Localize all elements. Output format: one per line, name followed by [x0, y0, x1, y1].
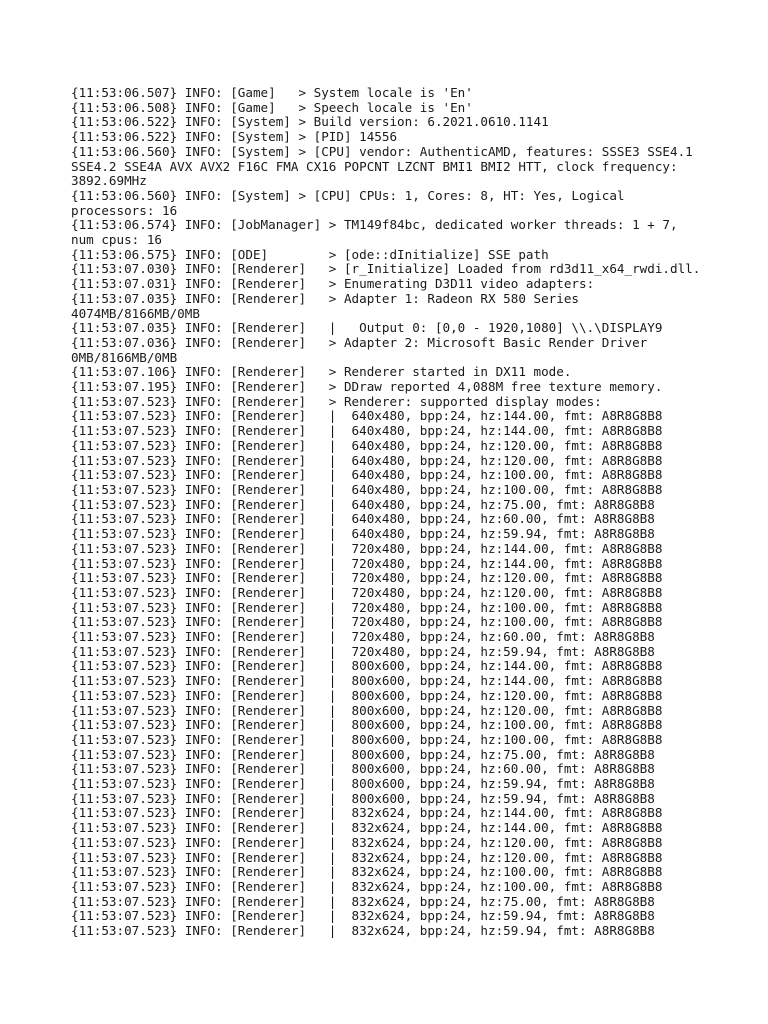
log-line: {11:53:07.523} INFO: [Renderer] | 832x624, bpp:24, hz:59.94, fmt: A8R8G8B8 — [71, 923, 655, 939]
log-text-view — [71, 86, 711, 939]
log-line: {11:53:07.523} INFO: [Renderer] | 640x480, bpp:24, hz:59.94, fmt: A8R8G8B8 — [71, 526, 655, 542]
log-line: {11:53:07.523} INFO: [Renderer] | 832x624, bpp:24, hz:144.00, fmt: A8R8G8B8 — [71, 820, 663, 836]
log-line: {11:53:07.523} INFO: [Renderer] | 720x480, bpp:24, hz:60.00, fmt: A8R8G8B8 — [71, 629, 655, 645]
log-line: {11:53:07.523} INFO: [Renderer] | 800x600, bpp:24, hz:75.00, fmt: A8R8G8B8 — [71, 746, 655, 762]
log-line: {11:53:07.523} INFO: [Renderer] | 800x600, bpp:24, hz:100.00, fmt: A8R8G8B8 — [71, 731, 663, 747]
log-line: SSE4.2 SSE4A AVX AVX2 F16C FMA CX16 POPCNT LZCNT BMI1 BMI2 HTT, clock frequency: — [71, 158, 678, 174]
log-line: {11:53:07.523} INFO: [Renderer] | 800x600, bpp:24, hz:120.00, fmt: A8R8G8B8 — [71, 687, 663, 703]
log-line: {11:53:07.523} INFO: [Renderer] | 800x600, bpp:24, hz:60.00, fmt: A8R8G8B8 — [71, 761, 655, 777]
log-line: {11:53:07.523} INFO: [Renderer] | 832x624, bpp:24, hz:120.00, fmt: A8R8G8B8 — [71, 834, 663, 850]
log-line: {11:53:06.575} INFO: [ODE] > [ode::dInitialize] SSE path — [71, 246, 549, 262]
log-line: {11:53:06.560} INFO: [System] > [CPU] vendor: AuthenticAMD, features: SSSE3 SSE4.1 — [71, 143, 693, 159]
log-line: {11:53:07.523} INFO: [Renderer] | 832x624, bpp:24, hz:120.00, fmt: A8R8G8B8 — [71, 849, 663, 865]
log-line: num cpus: 16 — [71, 232, 162, 248]
log-line: processors: 16 — [71, 202, 178, 218]
log-line: {11:53:06.522} INFO: [System] > Build version: 6.2021.0610.1141 — [71, 114, 549, 130]
log-line: {11:53:07.523} INFO: [Renderer] | 832x624, bpp:24, hz:144.00, fmt: A8R8G8B8 — [71, 805, 663, 821]
log-line: {11:53:07.523} INFO: [Renderer] | 720x480, bpp:24, hz:144.00, fmt: A8R8G8B8 — [71, 540, 663, 556]
log-line: {11:53:07.523} INFO: [Renderer] | 640x480, bpp:24, hz:60.00, fmt: A8R8G8B8 — [71, 511, 655, 527]
log-line: {11:53:07.523} INFO: [Renderer] | 720x480, bpp:24, hz:120.00, fmt: A8R8G8B8 — [71, 570, 663, 586]
log-line: {11:53:06.508} INFO: [Game] > Speech locale is 'En' — [71, 99, 473, 115]
log-line: {11:53:07.035} INFO: [Renderer] | Output 0: [0,0 - 1920,1080] \\.\DISPLAY9 — [71, 320, 663, 336]
log-line: {11:53:06.522} INFO: [System] > [PID] 14556 — [71, 129, 398, 145]
log-line: {11:53:07.523} INFO: [Renderer] | 800x600, bpp:24, hz:144.00, fmt: A8R8G8B8 — [71, 658, 663, 674]
log-line: {11:53:07.523} INFO: [Renderer] | 800x600, bpp:24, hz:59.94, fmt: A8R8G8B8 — [71, 790, 655, 806]
log-line: {11:53:07.035} INFO: [Renderer] > Adapter 1: Radeon RX 580 Series — [71, 290, 579, 306]
log-line: {11:53:07.523} INFO: [Renderer] | 640x480, bpp:24, hz:144.00, fmt: A8R8G8B8 — [71, 408, 663, 424]
log-line: {11:53:07.523} INFO: [Renderer] | 832x624, bpp:24, hz:75.00, fmt: A8R8G8B8 — [71, 893, 655, 909]
log-line: {11:53:07.523} INFO: [Renderer] | 832x624, bpp:24, hz:100.00, fmt: A8R8G8B8 — [71, 864, 663, 880]
log-line: {11:53:07.523} INFO: [Renderer] | 640x480, bpp:24, hz:75.00, fmt: A8R8G8B8 — [71, 496, 655, 512]
log-line: {11:53:07.523} INFO: [Renderer] | 832x624, bpp:24, hz:59.94, fmt: A8R8G8B8 — [71, 908, 655, 924]
log-line: {11:53:07.523} INFO: [Renderer] | 800x600, bpp:24, hz:100.00, fmt: A8R8G8B8 — [71, 717, 663, 733]
log-line: {11:53:07.523} INFO: [Renderer] | 640x480, bpp:24, hz:120.00, fmt: A8R8G8B8 — [71, 437, 663, 453]
log-line: {11:53:06.574} INFO: [JobManager] > TM149f84bc, dedicated worker threads: 1 + 7, — [71, 217, 678, 233]
log-line: {11:53:07.523} INFO: [Renderer] | 800x600, bpp:24, hz:144.00, fmt: A8R8G8B8 — [71, 673, 663, 689]
log-line: 3892.69MHz — [71, 173, 147, 189]
log-line: {11:53:07.106} INFO: [Renderer] > Renderer started in DX11 mode. — [71, 364, 572, 380]
log-line: {11:53:07.031} INFO: [Renderer] > Enumerating D3D11 video adapters: — [71, 276, 595, 292]
log-line: {11:53:07.523} INFO: [Renderer] | 720x480, bpp:24, hz:100.00, fmt: A8R8G8B8 — [71, 599, 663, 615]
log-line: {11:53:07.523} INFO: [Renderer] | 720x480, bpp:24, hz:144.00, fmt: A8R8G8B8 — [71, 555, 663, 571]
log-line: {11:53:07.523} INFO: [Renderer] | 640x480, bpp:24, hz:120.00, fmt: A8R8G8B8 — [71, 452, 663, 468]
log-line: {11:53:07.523} INFO: [Renderer] | 640x480, bpp:24, hz:144.00, fmt: A8R8G8B8 — [71, 423, 663, 439]
log-line: {11:53:07.523} INFO: [Renderer] > Renderer: supported display modes: — [71, 393, 602, 409]
log-line: {11:53:07.523} INFO: [Renderer] | 800x600, bpp:24, hz:120.00, fmt: A8R8G8B8 — [71, 702, 663, 718]
log-line: {11:53:07.523} INFO: [Renderer] | 720x480, bpp:24, hz:100.00, fmt: A8R8G8B8 — [71, 614, 663, 630]
log-line: {11:53:07.523} INFO: [Renderer] | 832x624, bpp:24, hz:100.00, fmt: A8R8G8B8 — [71, 878, 663, 894]
log-line: 4074MB/8166MB/0MB — [71, 305, 200, 321]
log-line: {11:53:07.523} INFO: [Renderer] | 800x600, bpp:24, hz:59.94, fmt: A8R8G8B8 — [71, 776, 655, 792]
log-line: {11:53:06.560} INFO: [System] > [CPU] CPUs: 1, Cores: 8, HT: Yes, Logical — [71, 187, 625, 203]
log-line: 0MB/8166MB/0MB — [71, 349, 178, 365]
log-line: {11:53:07.036} INFO: [Renderer] > Adapter 2: Microsoft Basic Render Driver — [71, 334, 648, 350]
log-line: {11:53:07.523} INFO: [Renderer] | 720x480, bpp:24, hz:59.94, fmt: A8R8G8B8 — [71, 643, 655, 659]
log-line: {11:53:07.523} INFO: [Renderer] | 640x480, bpp:24, hz:100.00, fmt: A8R8G8B8 — [71, 481, 663, 497]
log-line: {11:53:07.523} INFO: [Renderer] | 720x480, bpp:24, hz:120.00, fmt: A8R8G8B8 — [71, 584, 663, 600]
log-line: {11:53:06.507} INFO: [Game] > System locale is 'En' — [71, 85, 473, 100]
log-line: {11:53:07.523} INFO: [Renderer] | 640x480, bpp:24, hz:100.00, fmt: A8R8G8B8 — [71, 467, 663, 483]
log-line: {11:53:07.195} INFO: [Renderer] > DDraw reported 4,088M free texture memory. — [71, 379, 663, 395]
log-line: {11:53:07.030} INFO: [Renderer] > [r_Initialize] Loaded from rd3d11_x64_rwdi.dll. — [71, 261, 701, 277]
